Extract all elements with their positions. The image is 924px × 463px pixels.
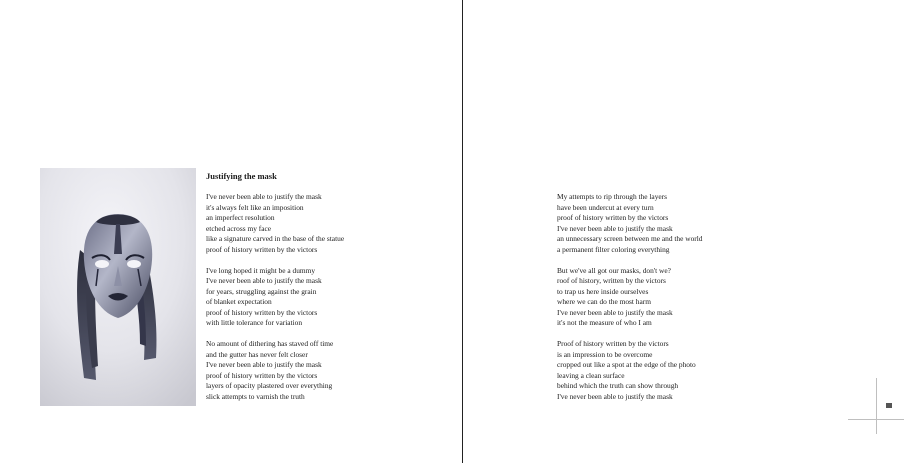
poem-line: But we've all got our masks, don't we? <box>557 265 671 275</box>
poem-line: an imperfect resolution <box>206 213 275 222</box>
mask-photo <box>40 168 196 406</box>
poem-line: My attempts to rip through the layers <box>557 192 668 201</box>
poem-line: I've never been able to justify the mask <box>206 360 322 369</box>
poem-line: No amount of dithering has staved off time <box>206 339 334 348</box>
poem-line: roof of history, written by the victors <box>557 276 666 285</box>
poem-line: I've never been able to justify the mask <box>557 223 673 233</box>
poem-line: where we can do the most harm <box>557 297 651 306</box>
book-spine <box>462 0 463 463</box>
poem-line: it's not the measure of who I am <box>557 318 652 327</box>
poem-line: proof of history written by the victors <box>206 370 318 380</box>
poem-line: etched across my face <box>206 223 272 233</box>
right-poem <box>557 192 703 402</box>
stanza <box>557 339 703 402</box>
poem-line: I've long hoped it might be a dummy <box>206 265 316 275</box>
poem-line: like a signature carved in the base of the statue <box>206 234 345 243</box>
poem-line: of blanket expectation <box>206 297 272 306</box>
poem-line: proof of history written by the victors <box>206 307 318 317</box>
poem-line: I've never been able to justify the mask <box>557 307 673 317</box>
stanza <box>206 192 344 255</box>
left-poem <box>206 192 344 402</box>
poem-line: is an impression to be overcome <box>557 349 653 359</box>
poem-line: I've never been able to justify the mask <box>206 276 322 285</box>
stanza <box>206 266 344 329</box>
poem-line: Proof of history written by the victors <box>557 339 669 348</box>
poem-line: and the gutter has never felt closer <box>206 349 308 359</box>
poem-line: it's always felt like an imposition <box>206 202 304 212</box>
poem-line: proof of history written by the victors <box>206 244 318 254</box>
poem-line: slick attempts to varnish the truth <box>206 391 305 401</box>
poem-line: for years, struggling against the grain <box>206 286 317 296</box>
poem-title: Justifying the mask <box>206 171 277 181</box>
poem-line: leaving a clean surface <box>557 370 625 380</box>
stanza <box>206 339 344 402</box>
crop-mark-vertical <box>876 378 877 434</box>
poem-line: I've never been able to justify the mask <box>206 192 322 201</box>
stanza <box>557 192 703 255</box>
poem-line: proof of history written by the victors <box>557 213 669 222</box>
poem-line: cropped out like a spot at the edge of the photo <box>557 360 696 369</box>
poem-line: have been undercut at every turn <box>557 202 654 212</box>
stanza <box>557 266 703 329</box>
poem-line: a permanent filter coloring everything <box>557 244 670 254</box>
poem-line: behind which the truth can show through <box>557 381 679 390</box>
poem-line: I've never been able to justify the mask <box>557 391 673 401</box>
poem-line: to trap us here inside ourselves <box>557 286 649 296</box>
poem-line: an unnecessary screen between me and the world <box>557 234 703 243</box>
poem-line: with little tolerance for variation <box>206 318 303 327</box>
registration-mark-icon <box>886 403 892 408</box>
poem-line: layers of opacity plastered over everything <box>206 381 333 390</box>
